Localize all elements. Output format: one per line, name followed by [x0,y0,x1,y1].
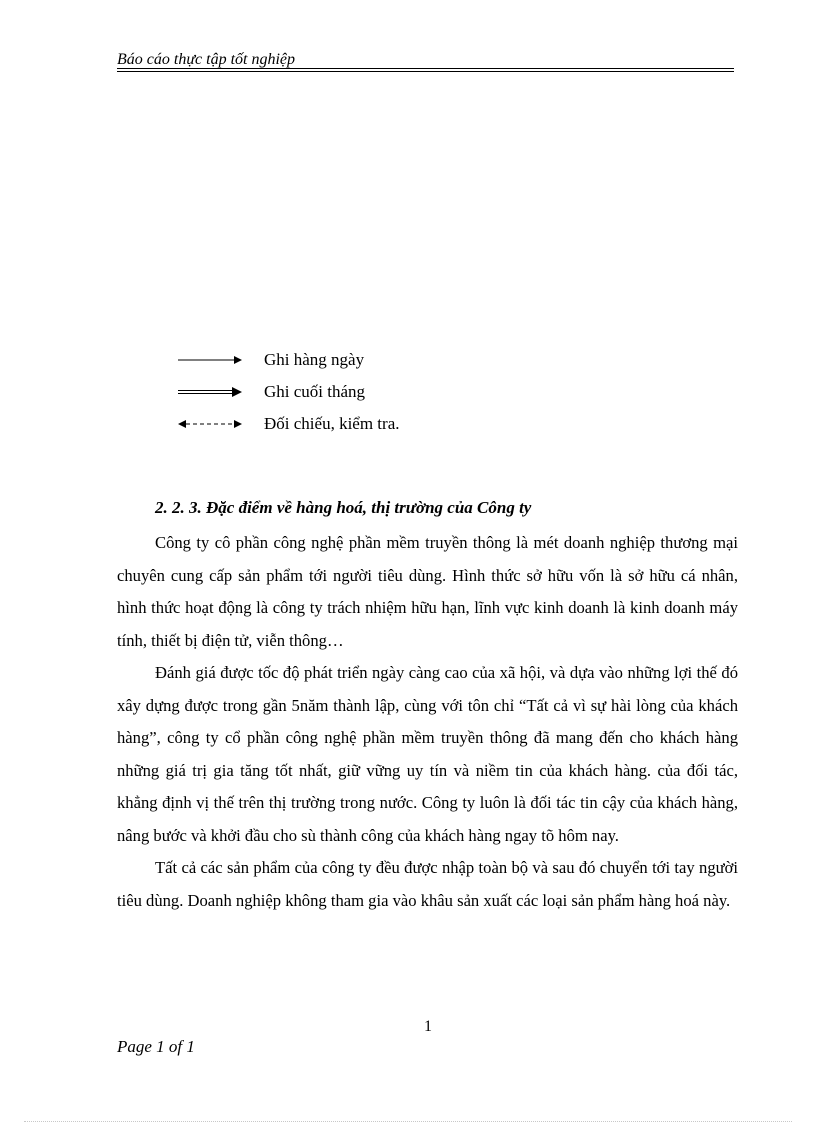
legend-item-daily [178,348,598,380]
legend-label-reconcile: Đối chiếu, kiểm tra. [264,414,400,433]
body-text [117,527,738,917]
report-title: Báo cáo thực tập tốt nghiệp [117,51,296,68]
legend [178,348,598,444]
header-rule-bottom [117,71,734,72]
double-arrow-icon [178,386,244,398]
legend-item-reconcile [178,412,598,444]
page-number: 1 [424,1018,432,1035]
page-footer-label: Page 1 of 1 [117,1037,195,1056]
legend-label-daily: Ghi hàng ngày [264,350,365,369]
section-heading: 2. 2. 3. Đặc điểm về hàng hoá, thị trường của Công ty [155,498,532,517]
legend-label-monthly: Ghi cuối tháng [264,382,366,401]
legend-item-monthly [178,380,598,412]
dashed-double-arrow-icon [178,418,244,430]
thin-arrow-icon [178,354,244,366]
paragraph-products: Tất cả các sản phẩm của công ty đều được nhập toàn bộ và sau đó chuyển tới tay người tiêu dùng. Doanh nghiệp không tham gia vào khâu sản xuất các loại sản phẩm hàng hoá này. [117,858,738,910]
page-bottom-border [24,1121,792,1122]
paragraph-development: Đánh giá được tốc độ phát triển ngày càng cao của xã hội, và dựa vào những lợi thế đó xây dựng được trong gần 5năm thành lập, cùng với tôn chỉ “Tất cả vì sự hài lòng của khách hàng”, công ty cổ phần công nghệ phần mềm truyền thông đã mang đến cho khách hàng những giá trị gia tăng tốt nhất, giữ vững uy tín và niềm tin của khách hàng. của đối tác, khẳng định vị thế trên thị trường trong nước. Công ty luôn là đối tác tin cậy của khách hàng, nâng bước và khởi đầu cho sù thành công của khách hàng ngay tõ hôm nay. [117,663,738,845]
paragraph-company-overview: Công ty cô phần công nghệ phần mềm truyền thông là mét doanh nghiệp thương mại chuyên cung cấp sản phẩm tới người tiêu dùng. Hình thức sở hữu vốn là sở hữu cá nhân, hình thức hoạt động là công ty trách nhiệm hữu hạn, lĩnh vực kinh doanh là kinh doanh máy tính, thiết bị điện tử, viễn thông… [117,533,738,650]
header-rule-top [117,68,734,69]
